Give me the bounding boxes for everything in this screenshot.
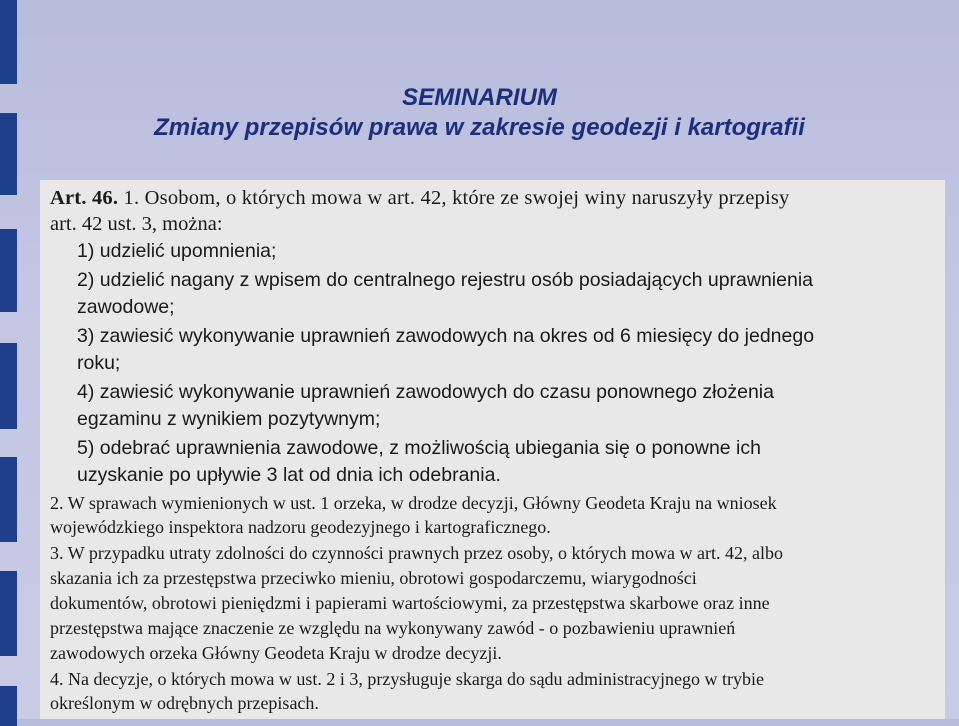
- left-decor-bar: [0, 457, 17, 542]
- article-number: Art. 46.: [50, 187, 119, 209]
- left-decor-bar: [0, 571, 17, 656]
- left-decor-bar: [0, 229, 17, 312]
- left-decor-bar: [0, 0, 17, 84]
- left-decor-bar: [0, 343, 17, 429]
- point-4-line: 4) zawiesić wykonywanie uprawnień zawodowych do czasu ponownego złożenia: [77, 381, 774, 403]
- left-decor-bar: [0, 686, 17, 726]
- point-2-line: 2) udzielić nagany z wpisem do centralnego rejestru osób posiadających uprawnienia: [77, 269, 814, 291]
- para-3-line: zawodowych orzeka Główny Geodeta Kraju w drodze decyzji.: [50, 643, 502, 663]
- para-4-line: 4. Na decyzje, o których mowa w ust. 2 i 3, przysługuje skarga do sądu administracyjnego w trybie: [50, 669, 764, 689]
- article-intro-cont: art. 42 ust. 3, można:: [50, 213, 223, 235]
- point-1-line: 1) udzielić upomnienia;: [77, 240, 277, 262]
- title-line-2: Zmiany przepisów prawa w zakresie geodezji i kartografii: [154, 114, 805, 141]
- para-2-line: wojewódzkiego inspektora nadzoru geodezyjnego i kartograficznego.: [50, 517, 551, 537]
- point-2-cont: zawodowe;: [77, 296, 175, 318]
- para-3-line: 3. W przypadku utraty zdolności do czynności prawnych przez osoby, o których mowa w art. 42, albo: [50, 543, 783, 563]
- para-2-line: 2. W sprawach wymienionych w ust. 1 orzeka, w drodze decyzji, Główny Geodeta Kraju na wniosek: [50, 493, 777, 513]
- para-3-line: skazania ich za przestępstwa przeciwko mieniu, obrotowi gospodarczemu, wiarygodności: [50, 568, 697, 588]
- point-4-cont: egzaminu z wynikiem pozytywnym;: [77, 408, 381, 430]
- point-5-cont: uzyskanie po upływie 3 lat od dnia ich odebrania.: [77, 464, 501, 486]
- para-3-line: dokumentów, obrotowi pieniędzmi i papierami wartościowymi, za przestępstwa skarbowe oraz inne: [50, 593, 770, 613]
- article-intro-text: 1. Osobom, o których mowa w art. 42, które ze swojej winy naruszyły przepisy: [118, 187, 790, 209]
- para-3-line: przestępstwa mające znaczenie ze względu na wykonywany zawód - o pozbawieniu uprawnień: [50, 618, 736, 638]
- point-3-cont: roku;: [77, 352, 121, 374]
- point-3-line: 3) zawiesić wykonywanie uprawnień zawodowych na okres od 6 miesięcy do jednego: [77, 325, 815, 347]
- slide-title: [0, 83, 959, 143]
- point-5-line: 5) odebrać uprawnienia zawodowe, z możliwością ubiegania się o ponowne ich: [77, 437, 761, 459]
- para-4-line: określonym w odrębnych przepisach.: [50, 693, 319, 713]
- article-intro: [50, 186, 945, 210]
- article-text-box: [40, 180, 945, 719]
- title-line-1: SEMINARIUM: [402, 84, 557, 111]
